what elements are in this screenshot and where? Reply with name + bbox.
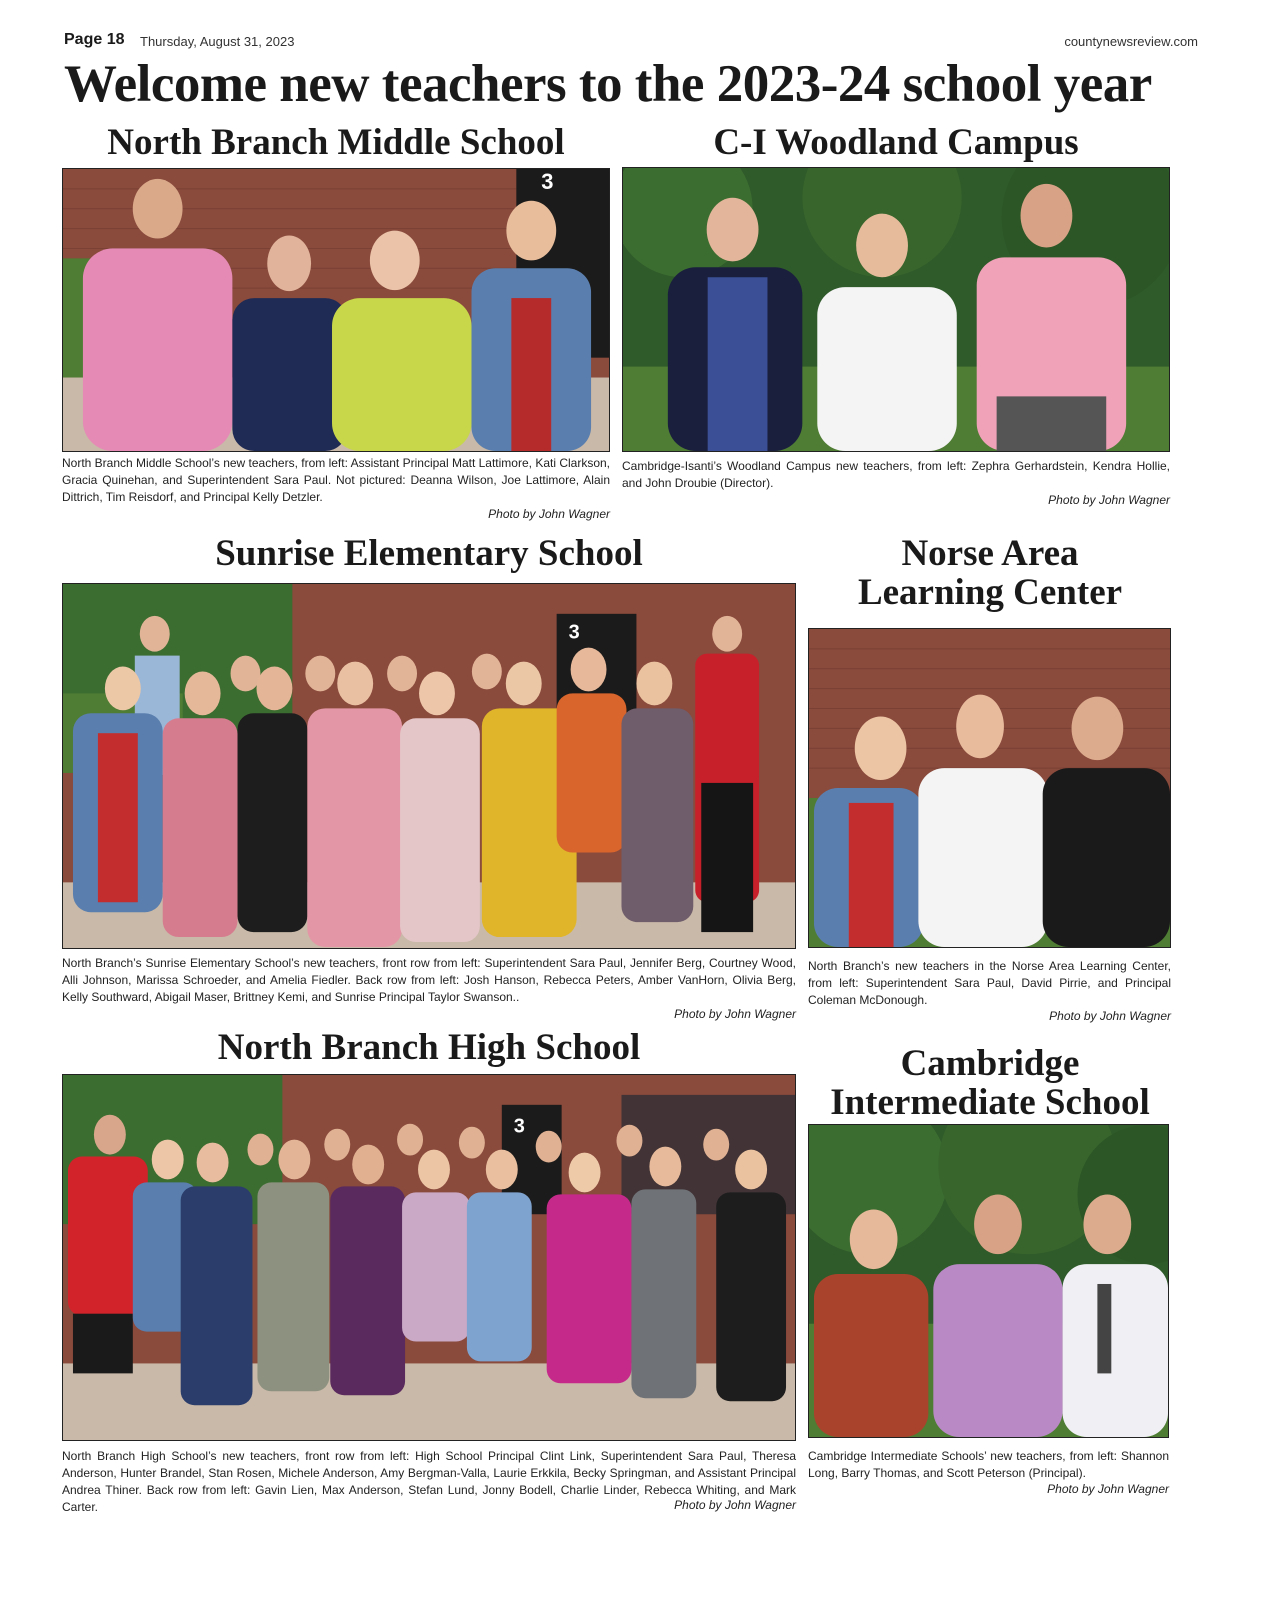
credit-cis: Photo by John Wagner: [1047, 1482, 1169, 1496]
page-number: Page 18: [64, 31, 125, 48]
credit-norse: Photo by John Wagner: [1049, 1009, 1171, 1023]
section-title-cis-line1: Cambridge: [900, 1043, 1080, 1084]
caption-norse: North Branch’s new teachers in the Norse Area Learning Center, from left: Superintendent Sara Paul, David Pirrie, and Principal Coleman McDonough.: [808, 959, 1171, 1007]
section-title-sunrise: Sunrise Elementary School: [215, 533, 643, 574]
svg-text:3: 3: [541, 169, 554, 194]
section-title-nbhs: North Branch High School: [217, 1027, 641, 1068]
section-title-norse: [808, 534, 1172, 612]
section-title-cis: [808, 1044, 1172, 1122]
photo-nbms: [62, 168, 610, 452]
issue-date: Thursday, August 31, 2023: [140, 34, 295, 49]
photo-nbhs: [62, 1074, 796, 1441]
section-title-norse-line2: Learning Center: [857, 572, 1123, 613]
photo-sunrise: [62, 583, 796, 949]
caption-ciwc: Cambridge-Isanti’s Woodland Campus new teachers, from left: Zephra Gerhardstein, Kendra Hollie, and John Droubie (Director).: [622, 459, 1170, 490]
svg-text:3: 3: [568, 621, 580, 644]
credit-nbms: Photo by John Wagner: [488, 507, 610, 521]
caption-cis: Cambridge Intermediate Schools’ new teachers, from left: Shannon Long, Barry Thomas, and Scott Peterson (Principal).: [808, 1449, 1169, 1480]
credit-sunrise: Photo by John Wagner: [674, 1007, 796, 1021]
site-url[interactable]: countynewsreview.com: [1064, 34, 1198, 49]
credit-nbhs: Photo by John Wagner: [674, 1498, 796, 1512]
section-title-nbms: North Branch Middle School: [107, 122, 565, 163]
caption-sunrise: North Branch’s Sunrise Elementary School’s new teachers, front row from left: Superintendent Sara Paul, Jennifer Berg, Courtney Wood, Alli Johnson, Marissa Schroeder, and Amelia Fiedler. Back row from left: Josh Hanson, Rebecca Peters, Amber VanHorn, Olivia Berg, Kelly Southward, Abigail Maser, Brittney Kemi, and Sunrise Principal Taylor Swanson..: [62, 956, 796, 1004]
section-title-ciwc: C-I Woodland Campus: [713, 122, 1079, 163]
caption-nbhs: North Branch High School’s new teachers, front row from left: High School Principal Clint Link, Superintendent Sara Paul, Theresa Anderson, Hunter Brandel, Stan Rosen, Michele Anderson, Amy Bergman-Valla, Laurie Erkkila, Becky Springman, and Assistant Principal Andrea Thiner. Back row from left: Gavin Lien, Max Anderson, Stefan Lund, Jonny Bodell, Charlie Linder, Rebecca Whiting, and Mark Carter.: [62, 1449, 796, 1514]
caption-nbms: North Branch Middle School’s new teachers, from left: Assistant Principal Matt Lattimore, Kati Clarkson, Gracia Quinehan, and Superintendent Sara Paul. Not pictured: Deanna Wilson, Joe Lattimore, Alain Dittrich, Tim Reisdorf, and Principal Kelly Detzler.: [62, 456, 611, 504]
section-title-norse-line1: Norse Area: [901, 533, 1079, 574]
photo-norse: [808, 628, 1171, 948]
photo-cis: [808, 1124, 1169, 1438]
section-title-cis-line2: Intermediate School: [830, 1082, 1150, 1123]
credit-ciwc: Photo by John Wagner: [1048, 493, 1170, 507]
photo-ciwc: [622, 167, 1170, 452]
svg-text:3: 3: [513, 1115, 525, 1138]
page-headline: Welcome new teachers to the 2023-24 school year: [64, 55, 1152, 113]
